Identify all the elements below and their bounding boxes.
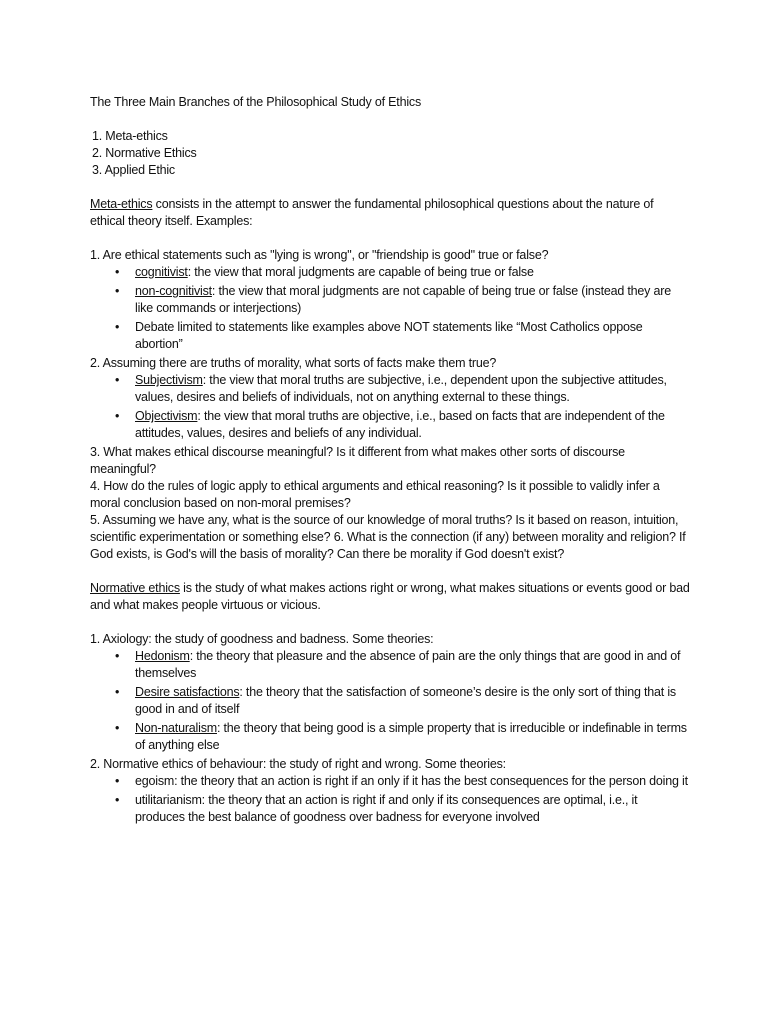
behaviour-text: the study of right and wrong. Some theories:: [266, 757, 506, 771]
item-term: Hedonism: [135, 649, 190, 663]
item-term: Desire satisfactions: [135, 685, 240, 699]
bullet-icon: •: [115, 409, 120, 423]
item-term: Subjectivism: [135, 373, 203, 387]
bullet-icon: •: [115, 284, 120, 298]
item-text: : the theory that being good is a simple property that is irreducible or indefinable in terms of anything else: [135, 721, 687, 752]
branches-list: [90, 128, 690, 179]
item-text: : the view that moral judgments are capable of being true or false: [187, 265, 534, 279]
branch-item: 3. Applied Ethic: [92, 163, 175, 177]
normative-ethics-intro: [90, 580, 690, 614]
meta-question-5: 5. Assuming we have any, what is the source of our knowledge of moral truths? Is it based on reason, intuition, scientific experimentation or something else? 6. What is the connection (if any) between morality and religion? If God exists, is God's will the basis of morality? Can there be morality if God doesn't exist?: [90, 513, 686, 561]
axiology-text: the study of goodness and badness. Some theories:: [151, 632, 434, 646]
list-item: [90, 684, 690, 718]
meta-q2-list: [90, 372, 690, 442]
item-text: : the view that moral truths are subjective, i.e., dependent upon the subjective attitudes, values, desires and beliefs of individuals, not on anything external to these things.: [135, 373, 667, 404]
axiology-label: 1. Axiology:: [90, 632, 152, 646]
normative-ethics-term: Normative ethics: [90, 581, 180, 595]
bullet-icon: •: [115, 721, 120, 735]
meta-ethics-intro: [90, 196, 690, 230]
list-item: [90, 792, 690, 826]
item-term: Objectivism: [135, 409, 198, 423]
axiology-list: [90, 648, 690, 754]
list-item: [90, 283, 690, 317]
meta-question-1: 1. Are ethical statements such as "lying is wrong", or "friendship is good" true or false?: [90, 248, 549, 262]
document-title: The Three Main Branches of the Philosophical Study of Ethics: [90, 95, 422, 109]
bullet-icon: •: [115, 774, 120, 788]
list-item: [90, 408, 690, 442]
bullet-icon: •: [115, 320, 120, 334]
behaviour-list: [90, 773, 690, 826]
list-item: [90, 372, 690, 406]
meta-ethics-intro-text: consists in the attempt to answer the fundamental philosophical questions about the nature of ethical theory itself. Examples:: [90, 197, 654, 228]
list-item: [90, 773, 690, 790]
meta-question-4: 4. How do the rules of logic apply to ethical arguments and ethical reasoning? Is it possible to validly infer a moral conclusion based on non-moral premises?: [90, 479, 660, 510]
list-item: [90, 720, 690, 754]
behaviour-label: 2. Normative ethics of behaviour:: [90, 757, 267, 771]
meta-question-3: 3. What makes ethical discourse meaningful? Is it different from what makes other sorts of discourse meaningful?: [90, 445, 625, 476]
item-term: non-cognitivist: [135, 284, 212, 298]
item-text: egoism: the theory that an action is right if an only if it has the best consequences for the person doing it: [135, 774, 688, 788]
item-term: Non-naturalism: [135, 721, 217, 735]
bullet-icon: •: [115, 373, 120, 387]
bullet-icon: •: [115, 649, 120, 663]
list-item: [90, 319, 690, 353]
item-text: : the theory that pleasure and the absence of pain are the only things that are good in and of themselves: [135, 649, 681, 680]
list-item: [90, 264, 690, 281]
item-text: : the theory that the satisfaction of someone’s desire is the only sort of thing that is good in and of itself: [135, 685, 676, 716]
meta-ethics-term: Meta-ethics: [90, 197, 153, 211]
bullet-icon: •: [115, 793, 120, 807]
bullet-icon: •: [115, 265, 120, 279]
item-text: utilitarianism: the theory that an action is right if and only if its consequences are optimal, i.e., it produces the best balance of goodness over badness for everyone involved: [135, 793, 638, 824]
item-text: : the view that moral judgments are not capable of being true or false (instead they are like commands or interjections): [135, 284, 671, 315]
item-text: : the view that moral truths are objective, i.e., based on facts that are independent of the attitudes, values, desires and beliefs of any individual.: [135, 409, 665, 440]
meta-question-2: 2. Assuming there are truths of morality, what sorts of facts make them true?: [90, 356, 497, 370]
list-item: [90, 648, 690, 682]
item-term: cognitivist: [135, 265, 188, 279]
branch-item: 1. Meta-ethics: [92, 129, 168, 143]
behaviour-heading: [90, 756, 690, 773]
meta-q1-list: [90, 264, 690, 353]
bullet-icon: •: [115, 685, 120, 699]
normative-ethics-intro-text: is the study of what makes actions right or wrong, what makes situations or events good or bad and what makes people virtuous or vicious.: [90, 581, 690, 612]
item-text: Debate limited to statements like examples above NOT statements like “Most Catholics oppose abortion”: [135, 320, 643, 351]
axiology-heading: [90, 631, 690, 648]
branch-item: 2. Normative Ethics: [92, 146, 197, 160]
document-page: [90, 94, 690, 828]
